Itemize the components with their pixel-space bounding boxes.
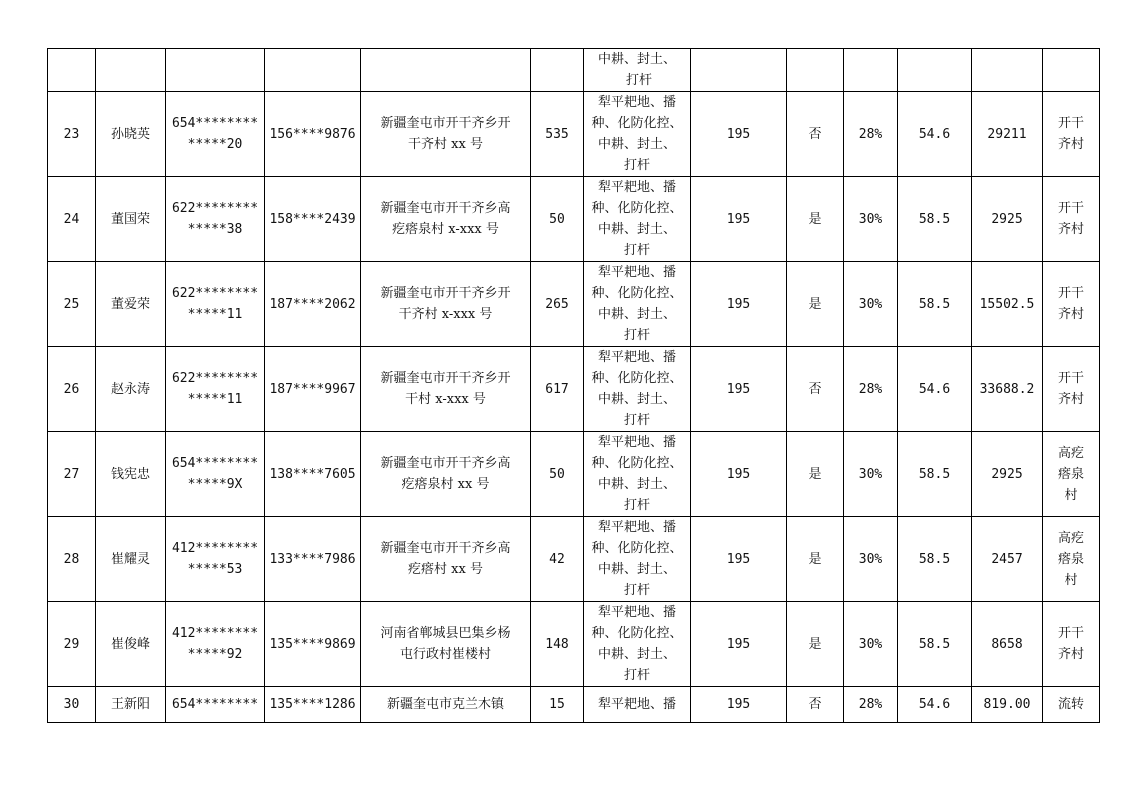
cell-phone: 187****2062 — [265, 262, 361, 347]
cell-flag: 是 — [787, 262, 844, 347]
work-line: 打杆 — [623, 413, 650, 428]
cell-area: 50 — [531, 432, 584, 517]
cell-id — [166, 517, 265, 602]
cell-work — [584, 92, 691, 177]
cell-total: 2457 — [972, 517, 1043, 602]
work-line: 打杆 — [623, 668, 650, 683]
cell-village — [1043, 602, 1100, 687]
address-line: 新疆奎屯市开干齐乡高 — [380, 456, 511, 471]
cell-village: 流转 — [1043, 687, 1100, 723]
cell-name: 孙晓英 — [96, 92, 166, 177]
cell-id — [166, 49, 265, 92]
cell-id — [166, 262, 265, 347]
village-line: 开干 — [1057, 286, 1084, 301]
cell-phone: 158****2439 — [265, 177, 361, 262]
id-line: 412******** — [171, 541, 259, 556]
cell-address — [361, 92, 531, 177]
work-line: 种、化防化控、 — [591, 456, 683, 471]
cell-id — [166, 432, 265, 517]
id-line: *****11 — [187, 307, 243, 322]
address-line: 新疆奎屯市开干齐乡高 — [380, 201, 511, 216]
cell-work — [584, 49, 691, 92]
work-line: 打杆 — [623, 583, 650, 598]
records-table — [47, 48, 1100, 723]
village-line: 瘩泉 — [1057, 551, 1084, 567]
village-line: 高疙 — [1057, 530, 1084, 546]
cell-total: 819.00 — [972, 687, 1043, 723]
address-line: 新疆奎屯市开干齐乡开 — [380, 286, 511, 301]
village-line: 开干 — [1057, 371, 1084, 386]
village-line: 齐村 — [1057, 307, 1084, 322]
cell-address — [361, 602, 531, 687]
cell-price: 195 — [691, 432, 787, 517]
cell-no: 24 — [48, 177, 96, 262]
work-line: 种、化防化控、 — [591, 286, 683, 301]
cell-rate: 30% — [844, 602, 898, 687]
cell-name: 赵永涛 — [96, 347, 166, 432]
cell-rate: 28% — [844, 687, 898, 723]
id-line: *****9X — [187, 477, 243, 492]
cell-phone: 135****9869 — [265, 602, 361, 687]
work-line: 打杆 — [623, 328, 650, 343]
cell-work — [584, 602, 691, 687]
cell-total: 2925 — [972, 177, 1043, 262]
cell-village — [1043, 347, 1100, 432]
id-line: 654******** — [171, 116, 259, 131]
village-line: 齐村 — [1057, 222, 1084, 237]
work-line: 犁平耙地、播 — [597, 180, 676, 195]
table-row — [48, 347, 1100, 432]
cell-no: 23 — [48, 92, 96, 177]
work-line: 犁平耙地、播 — [597, 95, 676, 110]
cell-village — [1043, 177, 1100, 262]
cell-flag: 是 — [787, 602, 844, 687]
cell-price: 195 — [691, 347, 787, 432]
work-line: 中耕、封土、 — [597, 477, 676, 492]
work-line: 犁平耙地、播 — [597, 265, 676, 280]
cell-rate: 30% — [844, 432, 898, 517]
address-line: 新疆奎屯市开干齐乡高 — [380, 541, 511, 556]
work-line: 犁平耙地、播 — [597, 605, 676, 620]
work-line: 打杆 — [623, 498, 650, 513]
work-line: 种、化防化控、 — [591, 541, 683, 556]
cell-name: 董爱荣 — [96, 262, 166, 347]
table-row — [48, 92, 1100, 177]
cell-flag: 是 — [787, 432, 844, 517]
table-row — [48, 602, 1100, 687]
id-line: 622******** — [171, 286, 259, 301]
cell-total: 29211 — [972, 92, 1043, 177]
village-line: 村 — [1064, 487, 1078, 503]
work-line: 种、化防化控、 — [591, 626, 683, 641]
table-row — [48, 517, 1100, 602]
cell-no — [48, 49, 96, 92]
cell-address — [361, 262, 531, 347]
cell-unit: 58.5 — [898, 602, 972, 687]
cell-address — [361, 517, 531, 602]
cell-phone — [265, 49, 361, 92]
id-line: *****92 — [187, 647, 243, 662]
cell-name: 崔俊峰 — [96, 602, 166, 687]
work-line: 中耕、封土、 — [597, 562, 676, 577]
cell-unit: 58.5 — [898, 177, 972, 262]
cell-phone: 187****9967 — [265, 347, 361, 432]
cell-name: 王新阳 — [96, 687, 166, 723]
work-line: 中耕、封土、 — [597, 52, 676, 67]
work-line: 打杆 — [623, 158, 650, 173]
address-line: 屯行政村崔楼村 — [399, 647, 491, 662]
cell-unit: 58.5 — [898, 432, 972, 517]
cell-address — [361, 177, 531, 262]
cell-flag: 是 — [787, 517, 844, 602]
cell-id — [166, 177, 265, 262]
id-line: *****11 — [187, 392, 243, 407]
cell-unit: 58.5 — [898, 262, 972, 347]
id-line: 654******** — [171, 456, 259, 471]
cell-id — [166, 92, 265, 177]
id-line: 622******** — [171, 371, 259, 386]
cell-village — [1043, 49, 1100, 92]
work-line: 犁平耙地、播 — [597, 435, 676, 450]
cell-rate: 30% — [844, 517, 898, 602]
work-line: 中耕、封土、 — [597, 392, 676, 407]
cell-flag: 否 — [787, 92, 844, 177]
village-line: 齐村 — [1057, 392, 1084, 407]
address-line: 干齐村 xx 号 — [408, 137, 483, 152]
id-line: 412******** — [171, 626, 259, 641]
cell-id: 654******** — [166, 687, 265, 723]
cell-village — [1043, 432, 1100, 517]
cell-phone: 135****1286 — [265, 687, 361, 723]
village-line: 高疙 — [1057, 445, 1084, 461]
cell-rate: 30% — [844, 262, 898, 347]
cell-phone: 156****9876 — [265, 92, 361, 177]
cell-id — [166, 347, 265, 432]
cell-rate: 28% — [844, 347, 898, 432]
cell-area: 15 — [531, 687, 584, 723]
table-row-continued — [48, 49, 1100, 92]
cell-total — [972, 49, 1043, 92]
cell-total: 8658 — [972, 602, 1043, 687]
work-line: 打杆 — [625, 73, 652, 88]
cell-flag: 是 — [787, 177, 844, 262]
table-row — [48, 177, 1100, 262]
cell-phone: 133****7986 — [265, 517, 361, 602]
village-line: 村 — [1064, 572, 1078, 588]
cell-rate: 30% — [844, 177, 898, 262]
cell-price: 195 — [691, 92, 787, 177]
village-line: 开干 — [1057, 626, 1084, 641]
village-line: 齐村 — [1057, 647, 1084, 662]
cell-total: 2925 — [972, 432, 1043, 517]
cell-work — [584, 177, 691, 262]
id-line: *****53 — [187, 562, 243, 577]
cell-village — [1043, 517, 1100, 602]
cell-flag: 否 — [787, 347, 844, 432]
cell-no: 26 — [48, 347, 96, 432]
address-line: 新疆奎屯市开干齐乡开 — [380, 116, 511, 131]
work-line: 打杆 — [623, 243, 650, 258]
cell-price: 195 — [691, 262, 787, 347]
cell-phone: 138****7605 — [265, 432, 361, 517]
cell-id — [166, 602, 265, 687]
cell-area: 50 — [531, 177, 584, 262]
village-line: 开干 — [1057, 116, 1084, 131]
village-line: 开干 — [1057, 201, 1084, 216]
cell-name — [96, 49, 166, 92]
cell-address — [361, 49, 531, 92]
cell-area: 148 — [531, 602, 584, 687]
work-line: 种、化防化控、 — [591, 371, 683, 386]
address-line: 疙瘩村 xx 号 — [408, 562, 483, 577]
address-line: 疙瘩泉村 xx 号 — [401, 477, 490, 492]
cell-total: 15502.5 — [972, 262, 1043, 347]
address-line: 河南省郸城县巴集乡杨 — [380, 626, 511, 641]
cell-price — [691, 49, 787, 92]
cell-name: 钱宪忠 — [96, 432, 166, 517]
cell-unit: 54.6 — [898, 687, 972, 723]
cell-rate — [844, 49, 898, 92]
cell-price: 195 — [691, 687, 787, 723]
cell-village — [1043, 262, 1100, 347]
work-line: 中耕、封土、 — [597, 647, 676, 662]
cell-area: 535 — [531, 92, 584, 177]
cell-no: 28 — [48, 517, 96, 602]
work-line: 种、化防化控、 — [591, 116, 683, 131]
cell-no: 25 — [48, 262, 96, 347]
cell-no: 29 — [48, 602, 96, 687]
cell-village — [1043, 92, 1100, 177]
cell-flag — [787, 49, 844, 92]
cell-area: 42 — [531, 517, 584, 602]
cell-price: 195 — [691, 602, 787, 687]
cell-price: 195 — [691, 517, 787, 602]
cell-no: 30 — [48, 687, 96, 723]
cell-flag: 否 — [787, 687, 844, 723]
cell-unit: 54.6 — [898, 347, 972, 432]
work-line: 犁平耙地、播 — [597, 520, 676, 535]
cell-unit: 58.5 — [898, 517, 972, 602]
cell-address — [361, 347, 531, 432]
id-line: *****20 — [187, 137, 243, 152]
cell-area: 265 — [531, 262, 584, 347]
cell-area: 617 — [531, 347, 584, 432]
cell-unit: 54.6 — [898, 92, 972, 177]
cell-work: 犁平耙地、播 — [584, 687, 691, 723]
work-line: 中耕、封土、 — [597, 222, 676, 237]
address-line: 新疆奎屯市开干齐乡开 — [380, 371, 511, 386]
work-line: 犁平耙地、播 — [597, 350, 676, 365]
id-line: 622******** — [171, 201, 259, 216]
cell-address — [361, 432, 531, 517]
work-line: 中耕、封土、 — [597, 137, 676, 152]
cell-unit — [898, 49, 972, 92]
cell-work — [584, 517, 691, 602]
village-line: 齐村 — [1057, 137, 1084, 152]
table-row — [48, 432, 1100, 517]
table-row — [48, 262, 1100, 347]
cell-price: 195 — [691, 177, 787, 262]
cell-work — [584, 432, 691, 517]
address-line: 干村 x-xxx 号 — [405, 392, 486, 407]
cell-area — [531, 49, 584, 92]
address-line: 疙瘩泉村 x-xxx 号 — [392, 222, 499, 237]
work-line: 中耕、封土、 — [597, 307, 676, 322]
cell-work — [584, 347, 691, 432]
cell-no: 27 — [48, 432, 96, 517]
cell-name: 崔耀灵 — [96, 517, 166, 602]
cell-name: 董国荣 — [96, 177, 166, 262]
village-line: 瘩泉 — [1057, 466, 1084, 482]
cell-work — [584, 262, 691, 347]
work-line: 种、化防化控、 — [591, 201, 683, 216]
cell-rate: 28% — [844, 92, 898, 177]
table-row-last — [48, 687, 1100, 723]
cell-total: 33688.2 — [972, 347, 1043, 432]
address-line: 干齐村 x-xxx 号 — [398, 307, 493, 322]
cell-address: 新疆奎屯市克兰木镇 — [361, 687, 531, 723]
id-line: *****38 — [187, 222, 243, 237]
